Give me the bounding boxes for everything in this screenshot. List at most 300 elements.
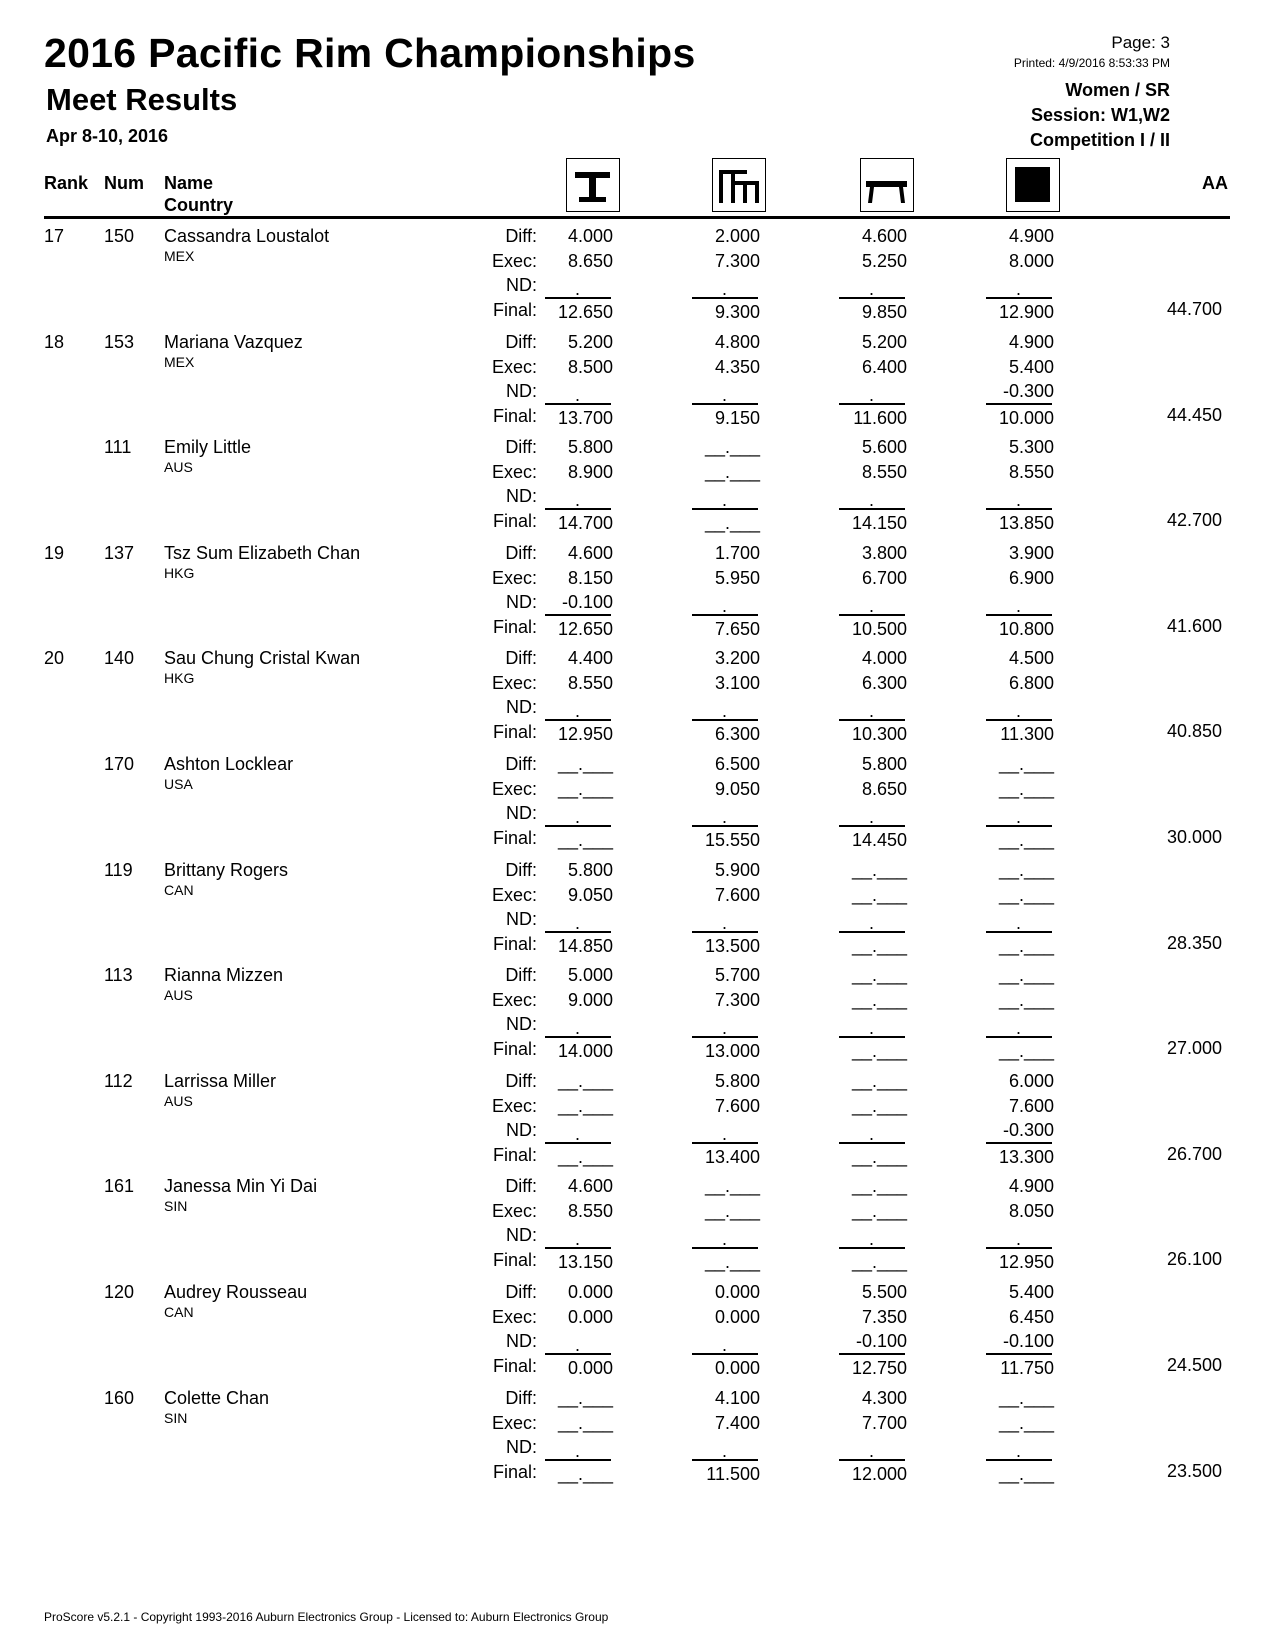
score-final: __.___	[557, 1146, 613, 1167]
nd-blank-dot: .	[575, 1440, 581, 1461]
score-final: 14.700	[557, 513, 613, 534]
nd-blank-dot: .	[575, 701, 581, 722]
score-final: 7.650	[714, 618, 760, 639]
row-label-final: Final:	[492, 828, 537, 848]
nd-underline	[839, 1353, 905, 1355]
vault-icon	[566, 158, 620, 212]
score-exec: __.___	[851, 884, 907, 905]
score-exec: 7.700	[861, 1412, 907, 1433]
balance-beam-icon	[860, 158, 914, 212]
all-around-score: 42.700	[1166, 510, 1222, 531]
printed-timestamp: Printed: 4/9/2016 8:53:33 PM	[1013, 56, 1170, 70]
score-final: __.___	[998, 935, 1054, 956]
score-diff: 4.500	[1008, 648, 1054, 669]
athlete-country: HKG	[164, 670, 195, 687]
page-number: Page: 3	[1111, 33, 1170, 52]
score-nd: -0.300	[1002, 1119, 1054, 1140]
row-label-exec: Exec:	[491, 884, 537, 905]
score-final: 14.850	[557, 935, 613, 956]
score-final: 13.300	[998, 1146, 1054, 1167]
score-exec: __.___	[704, 462, 760, 483]
row-label-diff: Diff:	[505, 1070, 537, 1091]
score-final: 12.650	[557, 618, 613, 639]
all-around-score: 26.700	[1166, 1143, 1222, 1164]
score-diff: 3.900	[1008, 542, 1054, 563]
score-diff: 5.400	[1008, 1282, 1054, 1302]
row-label-diff: Diff:	[505, 1282, 537, 1302]
row-label-nd: ND:	[506, 380, 537, 401]
row-label-exec: Exec:	[491, 1095, 537, 1116]
score-exec: __.___	[851, 990, 907, 1011]
score-exec: 8.500	[567, 356, 613, 377]
nd-blank-dot: .	[1016, 912, 1022, 933]
score-exec: __.___	[998, 884, 1054, 905]
row-label-final: Final:	[492, 405, 537, 426]
score-exec: 7.350	[861, 1307, 907, 1327]
nd-blank-dot: .	[722, 1335, 728, 1355]
score-diff: 4.900	[1008, 1176, 1054, 1197]
score-final: __.___	[851, 1252, 907, 1273]
nd-blank-dot: .	[869, 1440, 875, 1461]
nd-blank-dot: .	[1016, 1018, 1022, 1039]
all-around-score: 44.700	[1166, 299, 1222, 319]
nd-blank-dot: .	[1016, 807, 1022, 827]
athlete-name: Brittany Rogers	[164, 859, 289, 880]
score-exec: 4.350	[714, 356, 760, 377]
score-diff: 5.800	[714, 1070, 760, 1091]
athlete-row	[0, 1282, 1275, 1388]
score-exec: __.___	[557, 1412, 613, 1433]
all-around-score: 24.500	[1166, 1355, 1222, 1375]
row-label-exec: Exec:	[491, 251, 537, 271]
score-diff: 2.000	[714, 226, 760, 246]
score-final: 0.000	[567, 1358, 613, 1378]
score-diff: 5.500	[861, 1282, 907, 1302]
athlete-name: Emily Little	[164, 437, 252, 458]
score-diff: __.___	[704, 437, 760, 458]
athlete-row	[0, 648, 1275, 754]
score-final: 15.550	[704, 830, 760, 850]
score-diff: 5.200	[861, 331, 907, 352]
row-label-nd: ND:	[506, 908, 537, 929]
athlete-row	[0, 226, 1275, 332]
score-final: __.___	[851, 1041, 907, 1062]
score-exec: 5.950	[714, 567, 760, 588]
athlete-number: 120	[104, 1282, 135, 1302]
score-diff: __.___	[557, 754, 613, 774]
athlete-name: Audrey Rousseau	[164, 1282, 308, 1302]
athlete-rank: 17	[44, 226, 65, 246]
score-exec: 0.000	[567, 1307, 613, 1327]
score-diff: __.___	[998, 859, 1054, 880]
uneven-bars-icon	[712, 158, 766, 212]
score-exec: __.___	[704, 1201, 760, 1222]
athlete-row	[0, 1176, 1275, 1282]
row-label-exec: Exec:	[491, 356, 537, 377]
score-diff: 5.800	[567, 437, 613, 458]
session-label: Session: W1,W2	[1030, 105, 1170, 125]
nd-blank-dot: .	[575, 912, 581, 933]
country-column-header: Country	[164, 195, 233, 215]
athlete-number: 160	[104, 1387, 135, 1408]
score-exec: 6.400	[861, 356, 907, 377]
score-diff: 5.600	[861, 437, 907, 458]
athlete-number: 111	[104, 437, 132, 458]
score-diff: 4.900	[1008, 331, 1054, 352]
nd-underline	[545, 614, 611, 616]
score-final: 14.450	[851, 830, 907, 850]
score-nd: -0.100	[855, 1331, 907, 1351]
nd-blank-dot: .	[1016, 1440, 1022, 1461]
athlete-name: Colette Chan	[164, 1387, 270, 1408]
athlete-row	[0, 543, 1275, 649]
row-label-nd: ND:	[506, 591, 537, 612]
division-label: Women / SR	[1065, 80, 1170, 100]
score-final: 13.400	[704, 1146, 760, 1167]
score-exec: 7.400	[714, 1412, 760, 1433]
score-final: __.___	[851, 1146, 907, 1167]
score-nd: -0.100	[1002, 1331, 1054, 1351]
score-diff: 4.800	[714, 331, 760, 352]
score-diff: __.___	[851, 1070, 907, 1091]
row-label-final: Final:	[492, 1144, 537, 1165]
athlete-name: Cassandra Loustalot	[164, 226, 330, 246]
nd-underline	[986, 1142, 1052, 1144]
score-final: __.___	[704, 513, 760, 534]
athlete-row	[0, 332, 1275, 438]
score-diff: 4.900	[1008, 226, 1054, 246]
athlete-number: 170	[104, 754, 135, 774]
athlete-country: CAN	[164, 881, 194, 898]
score-diff: 5.800	[861, 754, 907, 774]
score-exec: 7.300	[714, 990, 760, 1011]
row-label-nd: ND:	[506, 275, 537, 295]
score-diff: 1.700	[714, 542, 760, 563]
score-diff: 5.800	[567, 859, 613, 880]
name-column-header: Name	[164, 173, 214, 193]
row-label-exec: Exec:	[491, 1201, 537, 1222]
athlete-name: Janessa Min Yi Dai	[164, 1176, 318, 1197]
meet-dates: Apr 8-10, 2016	[46, 126, 169, 146]
row-label-diff: Diff:	[505, 226, 537, 246]
athlete-number: 161	[104, 1176, 135, 1197]
score-diff: 6.000	[1008, 1070, 1054, 1091]
nd-blank-dot: .	[575, 279, 581, 299]
row-label-nd: ND:	[506, 1436, 537, 1457]
row-label-final: Final:	[492, 511, 537, 532]
row-label-diff: Diff:	[505, 1387, 537, 1408]
score-final: 12.750	[851, 1358, 907, 1378]
nd-blank-dot: .	[575, 1335, 581, 1355]
score-exec: 6.700	[861, 567, 907, 588]
score-exec: 8.550	[861, 462, 907, 483]
score-final: 11.300	[1000, 724, 1054, 745]
row-label-final: Final:	[492, 616, 537, 637]
score-final: 6.300	[714, 724, 760, 745]
score-diff: 5.300	[1008, 437, 1054, 458]
athlete-name: Mariana Vazquez	[164, 331, 303, 352]
score-exec: 8.150	[567, 567, 613, 588]
score-exec: 5.250	[861, 251, 907, 271]
score-diff: 5.700	[714, 965, 760, 986]
nd-blank-dot: .	[575, 1123, 581, 1144]
score-final: __.___	[557, 830, 613, 850]
athlete-country: SIN	[164, 1198, 188, 1215]
athlete-country: AUS	[164, 459, 193, 476]
score-exec: 6.800	[1008, 673, 1054, 694]
score-final: __.___	[557, 1463, 613, 1484]
all-around-score: 40.850	[1166, 721, 1222, 742]
score-final: 9.150	[714, 407, 760, 428]
nd-blank-dot: .	[1016, 1229, 1022, 1250]
all-around-score: 27.000	[1166, 1038, 1222, 1059]
score-exec: __.___	[557, 779, 613, 799]
row-label-nd: ND:	[506, 1014, 537, 1035]
score-final: 12.950	[557, 724, 613, 745]
nd-blank-dot: .	[869, 384, 875, 405]
score-final: 12.650	[557, 302, 613, 322]
score-final: 14.000	[557, 1041, 613, 1062]
score-diff: __.___	[851, 859, 907, 880]
row-label-diff: Diff:	[505, 331, 537, 352]
nd-blank-dot: .	[869, 701, 875, 722]
score-exec: 7.600	[1008, 1095, 1054, 1116]
score-diff: __.___	[557, 1387, 613, 1408]
score-exec: 9.050	[714, 779, 760, 799]
score-exec: 9.000	[567, 990, 613, 1011]
row-label-final: Final:	[492, 1250, 537, 1271]
all-around-score: 41.600	[1166, 615, 1222, 636]
num-column-header: Num	[104, 173, 144, 193]
score-final: 10.000	[998, 407, 1054, 428]
nd-blank-dot: .	[575, 1018, 581, 1039]
score-exec: 8.900	[567, 462, 613, 483]
score-final: 13.000	[704, 1041, 760, 1062]
athlete-row	[0, 860, 1275, 966]
nd-blank-dot: .	[722, 490, 728, 511]
athlete-country: MEX	[164, 248, 195, 264]
row-label-final: Final:	[492, 1039, 537, 1060]
athlete-name: Tsz Sum Elizabeth Chan	[164, 542, 361, 563]
nd-underline	[986, 1353, 1052, 1355]
all-around-score: 23.500	[1166, 1460, 1222, 1481]
score-final: 12.950	[998, 1252, 1054, 1273]
athlete-number: 113	[104, 965, 133, 986]
row-label-exec: Exec:	[491, 1412, 537, 1433]
row-label-diff: Diff:	[505, 542, 537, 563]
score-exec: 8.550	[567, 1201, 613, 1222]
score-diff: __.___	[851, 965, 907, 986]
score-final: 10.500	[851, 618, 907, 639]
score-diff: __.___	[998, 965, 1054, 986]
athlete-row	[0, 437, 1275, 543]
score-final: 10.800	[998, 618, 1054, 639]
score-exec: __.___	[851, 1201, 907, 1222]
row-label-nd: ND:	[506, 803, 537, 823]
row-label-exec: Exec:	[491, 462, 537, 483]
athlete-row	[0, 754, 1275, 860]
score-final: 14.150	[851, 513, 907, 534]
all-around-score: 28.350	[1166, 932, 1222, 953]
score-final: 10.300	[851, 724, 907, 745]
score-diff: 4.000	[567, 226, 613, 246]
row-label-diff: Diff:	[505, 754, 537, 774]
athlete-name: Rianna Mizzen	[164, 965, 284, 986]
score-diff: __.___	[998, 754, 1054, 774]
score-diff: __.___	[704, 1176, 760, 1197]
athlete-number: 150	[104, 226, 135, 246]
row-label-final: Final:	[492, 1356, 537, 1376]
score-diff: 5.200	[567, 331, 613, 352]
score-diff: 5.900	[714, 859, 760, 880]
report-subtitle: Meet Results	[46, 82, 238, 117]
competition-label: Competition I / II	[1030, 130, 1170, 150]
nd-blank-dot: .	[575, 384, 581, 405]
score-final: 13.500	[704, 935, 760, 956]
athlete-number: 112	[104, 1070, 133, 1091]
score-exec: __.___	[557, 1095, 613, 1116]
row-label-exec: Exec:	[491, 990, 537, 1011]
score-exec: 6.900	[1008, 567, 1054, 588]
score-final: 13.150	[557, 1252, 613, 1273]
nd-blank-dot: .	[1016, 490, 1022, 511]
rank-column-header: Rank	[44, 173, 89, 193]
score-diff: 4.000	[861, 648, 907, 669]
score-diff: __.___	[998, 1387, 1054, 1408]
score-diff: 3.200	[714, 648, 760, 669]
row-label-exec: Exec:	[491, 673, 537, 694]
score-final: __.___	[998, 1041, 1054, 1062]
score-final: 13.700	[557, 407, 613, 428]
score-diff: 4.600	[567, 542, 613, 563]
nd-blank-dot: .	[1016, 701, 1022, 722]
nd-blank-dot: .	[575, 490, 581, 511]
floor-exercise-icon	[1006, 158, 1060, 212]
score-exec: 7.600	[714, 1095, 760, 1116]
aa-column-header: AA	[1202, 173, 1228, 193]
score-exec: 7.600	[714, 884, 760, 905]
athlete-number: 153	[104, 331, 135, 352]
score-final: 9.300	[714, 302, 760, 322]
row-label-diff: Diff:	[505, 965, 537, 986]
all-around-score: 44.450	[1166, 404, 1222, 425]
row-label-diff: Diff:	[505, 437, 537, 458]
score-final: __.___	[851, 935, 907, 956]
score-final: 11.600	[853, 407, 907, 428]
score-exec: 6.300	[861, 673, 907, 694]
row-label-diff: Diff:	[505, 859, 537, 880]
athlete-name: Larrissa Miller	[164, 1070, 277, 1091]
all-around-score: 30.000	[1166, 827, 1222, 847]
row-label-diff: Diff:	[505, 648, 537, 669]
nd-blank-dot: .	[1016, 279, 1022, 299]
score-exec: 8.050	[1008, 1201, 1054, 1222]
athlete-name: Sau Chung Cristal Kwan	[164, 648, 361, 669]
nd-blank-dot: .	[722, 1440, 728, 1461]
row-label-final: Final:	[492, 1461, 537, 1482]
row-label-nd: ND:	[506, 1331, 537, 1351]
nd-blank-dot: .	[722, 701, 728, 722]
score-exec: 8.650	[567, 251, 613, 271]
nd-blank-dot: .	[722, 279, 728, 299]
nd-blank-dot: .	[575, 807, 581, 827]
nd-blank-dot: .	[869, 490, 875, 511]
score-final: __.___	[704, 1252, 760, 1273]
score-diff: 6.500	[714, 754, 760, 774]
score-diff: 4.400	[567, 648, 613, 669]
score-diff: 0.000	[714, 1282, 760, 1302]
score-exec: __.___	[998, 779, 1054, 799]
footer-copyright: ProScore v5.2.1 - Copyright 1993-2016 Auburn Electronics Group - Licensed to: Auburn Electronics Group	[44, 1610, 609, 1624]
score-exec: 7.300	[714, 251, 760, 271]
athlete-row	[0, 965, 1275, 1071]
athlete-rank: 19	[44, 542, 65, 563]
score-exec: 8.650	[861, 779, 907, 799]
score-diff: __.___	[557, 1070, 613, 1091]
score-diff: 3.800	[861, 542, 907, 563]
score-exec: 8.550	[1008, 462, 1054, 483]
nd-underline	[986, 403, 1052, 405]
score-diff: 4.600	[567, 1176, 613, 1197]
athlete-country: CAN	[164, 1304, 194, 1320]
nd-blank-dot: .	[869, 1229, 875, 1250]
score-final: 11.750	[1000, 1358, 1054, 1378]
nd-blank-dot: .	[869, 279, 875, 299]
score-exec: 9.050	[567, 884, 613, 905]
nd-blank-dot: .	[722, 1229, 728, 1250]
score-final: __.___	[998, 830, 1054, 850]
athlete-number: 137	[104, 542, 135, 563]
score-exec: 3.100	[714, 673, 760, 694]
score-exec: 8.550	[567, 673, 613, 694]
nd-blank-dot: .	[722, 807, 728, 827]
nd-blank-dot: .	[575, 1229, 581, 1250]
athlete-rank: 20	[44, 648, 65, 669]
score-final: __.___	[998, 1463, 1054, 1484]
row-label-exec: Exec:	[491, 779, 537, 799]
score-final: 13.850	[998, 513, 1054, 534]
nd-blank-dot: .	[722, 595, 728, 616]
athlete-row	[0, 1071, 1275, 1177]
athlete-country: MEX	[164, 353, 195, 370]
athlete-rank: 18	[44, 331, 65, 352]
score-diff: 4.100	[714, 1387, 760, 1408]
row-label-nd: ND:	[506, 697, 537, 718]
score-exec: 5.400	[1008, 356, 1054, 377]
athlete-country: AUS	[164, 1092, 193, 1109]
athlete-country: SIN	[164, 1409, 188, 1426]
row-label-nd: ND:	[506, 486, 537, 507]
score-exec: __.___	[998, 990, 1054, 1011]
athlete-country: USA	[164, 776, 193, 792]
athlete-row	[0, 1388, 1275, 1494]
row-label-nd: ND:	[506, 1225, 537, 1246]
athlete-number: 140	[104, 648, 135, 669]
score-nd: -0.300	[1002, 380, 1054, 401]
score-final: 12.900	[998, 302, 1054, 322]
athlete-name: Ashton Locklear	[164, 754, 294, 774]
score-exec: __.___	[851, 1095, 907, 1116]
nd-blank-dot: .	[869, 912, 875, 933]
score-diff: 4.600	[861, 226, 907, 246]
row-label-diff: Diff:	[505, 1176, 537, 1197]
nd-blank-dot: .	[722, 384, 728, 405]
header-rule	[44, 216, 1230, 219]
athlete-country: AUS	[164, 987, 193, 1004]
nd-blank-dot: .	[869, 1018, 875, 1039]
athlete-country: HKG	[164, 564, 195, 581]
row-label-final: Final:	[492, 300, 537, 320]
